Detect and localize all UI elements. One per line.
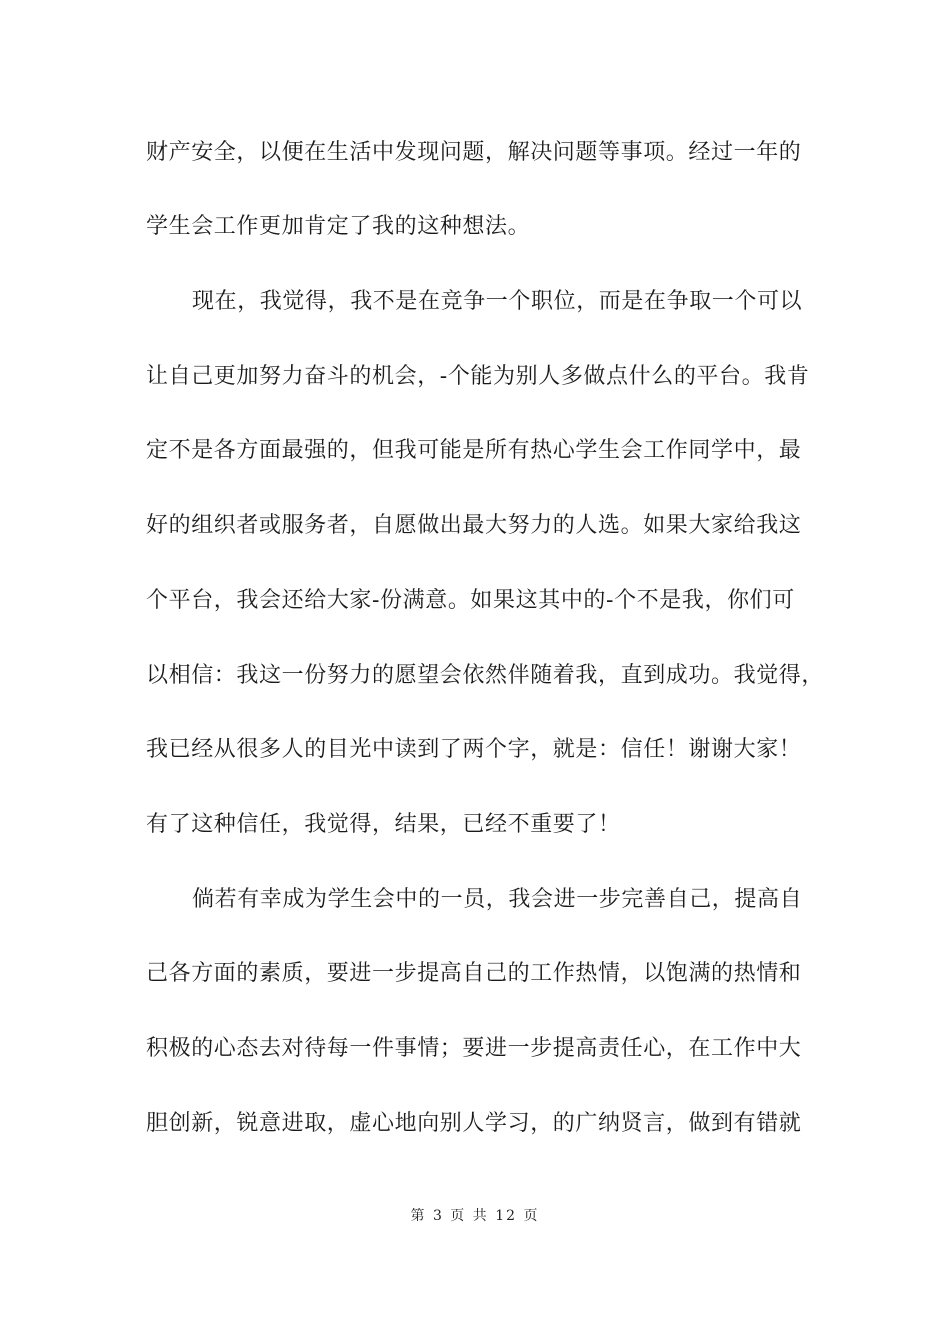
paragraph-line: 倘若有幸成为学生会中的一员，我会进一步完善自己，提高自: [192, 887, 803, 912]
paragraph-line: 个平台，我会还给大家-份满意。如果这其中的-个不是我，你们可: [146, 588, 795, 613]
paragraph-line: 财产安全，以便在生活中发现问题，解决问题等事项。经过一年的: [146, 140, 802, 165]
paragraph-line: 学生会工作更加肯定了我的这种想法。: [146, 214, 531, 239]
page-number: 第 3 页 共 12 页: [410, 1208, 540, 1224]
paragraph-line: 胆创新，锐意进取，虚心地向别人学习，的广纳贤言，做到有错就: [146, 1111, 802, 1136]
paragraph-line: 现在，我觉得，我不是在竞争一个职位，而是在争取一个可以: [192, 289, 803, 314]
paragraph-line: 己各方面的素质，要进一步提高自己的工作热情，以饱满的热情和: [146, 961, 802, 986]
paragraph-line: 我已经从很多人的目光中读到了两个字，就是：信任！谢谢大家！: [146, 737, 802, 762]
paragraph-line: 以相信：我这一份努力的愿望会依然伴随着我，直到成功。我觉得，: [146, 663, 825, 688]
paragraph-line: 积极的心态去对待每一件事情；要进一步提高责任心，在工作中大: [146, 1036, 802, 1061]
paragraph-line: 好的组织者或服务者，自愿做出最大努力的人选。如果大家给我这: [146, 513, 802, 538]
paragraph-line: 有了这种信任，我觉得，结果，已经不重要了！: [146, 812, 621, 837]
paragraph-line: 让自己更加努力奋斗的机会，-个能为别人多做点什么的平台。我肯: [146, 364, 810, 389]
paragraph-line: 定不是各方面最强的，但我可能是所有热心学生会工作同学中，最: [146, 438, 802, 463]
